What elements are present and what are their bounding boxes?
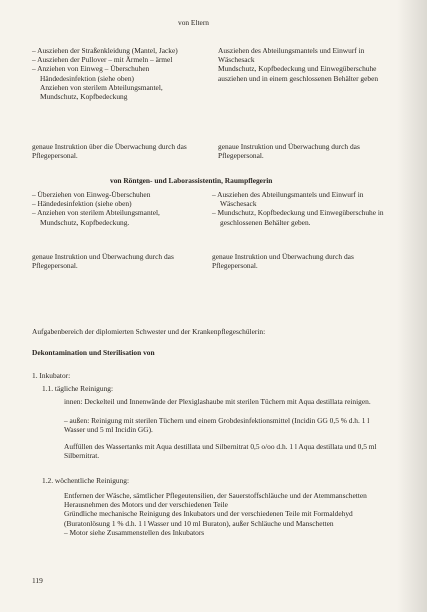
list-item: – Händedesinfektion (siehe oben) (32, 199, 132, 209)
list-item: Gründliche mechanische Reinigung des Inkubators und der verschiedenen Teile mit Formaldehyd (Buratonlösung 1 % d.h. 1 l Wasser und 10 ml Buraton), außer Schläuche und Manschetten (64, 509, 353, 528)
list-item: Anziehen von sterilem Abteilungsmantel, Mundschutz, Kopfbedeckung (40, 82, 163, 102)
list-item: – Ausziehen der Straßenkleidung (Mantel, Jacke) (32, 46, 178, 55)
mid-left-column (32, 190, 200, 227)
mid-right-column (212, 190, 386, 227)
list-item: Herausnehmen des Motors und der verschiedenen Teile (64, 500, 228, 510)
daily-fill-tank: Auffüllen des Wassertanks mit Aqua destillata und Silbernitrat 0,5 o/oo d.h. 1 l Aqua destillata und 0,5 ml Silbernitrat. (64, 442, 377, 461)
list-item: – Anziehen von Einweg – Überschuhen Händedesinfektion (siehe oben) (32, 64, 150, 83)
page-number: 119 (32, 576, 43, 585)
top-left-column (32, 46, 192, 101)
list-item: – Motor siehe Zusammenstellen des Inkubators (64, 527, 205, 537)
instruction-right-2: genaue Instruktion und Überwachung durch das Pflegepersonal. (212, 252, 354, 271)
page-edge-shadow (397, 0, 427, 612)
instruction-left-1: genaue Instruktion über die Überwachung durch das Pflegepersonal. (32, 142, 187, 161)
list-item: Ausziehen des Abteilungsmantels und Einwurf in Wäschesack (218, 46, 365, 65)
weekly-cleaning-heading: 1.2. wöchentliche Reinigung: (42, 476, 130, 485)
instruction-left-2: genaue Instruktion und Überwachung durch das Pflegepersonal. (32, 252, 174, 271)
daily-inside: innen: Deckelteil und Innenwände der Plexiglashaube mit sterilen Tüchern mit Aqua destillata reinigen. (64, 397, 371, 406)
list-item: – Mundschutz, Kopfbedeckung und Einwegüberschuhe in geschlossenen Behälter geben. (212, 208, 384, 227)
incubator-heading: 1. Inkubator: (32, 371, 71, 380)
list-item: Entfernen der Wäsche, sämtlicher Pflegeutensilien, der Sauerstoffschläuche und der Atemmanschetten (64, 491, 367, 500)
list-item: – Ausziehen des Abteilungsmantels und Einwurf in Wäschesack (212, 190, 364, 209)
header-line: von Eltern (178, 18, 209, 27)
instruction-right-1: genaue Instruktion und Überwachung durch das Pflegepersonal. (218, 142, 360, 161)
daily-outside: – außen: Reinigung mit sterilen Tüchern und einem Grobdesinfektionsmittel (Incidin GG 0,5 % d.h. 1 l Wasser und 5 ml Incidin GG). (64, 416, 370, 435)
top-right-column (218, 46, 386, 83)
weekly-steps (64, 491, 386, 537)
list-item: – Anziehen von sterilem Abteilungsmantel, Mundschutz, Kopfbedeckung. (32, 208, 160, 227)
list-item: Mundschutz, Kopfbedeckung und Einwegüberschuhe ausziehen und in einem geschlossenen Behälter geben (218, 64, 379, 83)
decontamination-heading: Dekontamination und Sterilisation von (32, 348, 155, 357)
list-item: – Ausziehen der Pullover – mit Ärmeln – ärmel (32, 55, 173, 65)
daily-cleaning-heading: 1.1. tägliche Reinigung: (42, 384, 114, 393)
section-title: von Röntgen- und Laborassistentin, Raumpflegerin (110, 176, 273, 185)
scope-heading: Aufgabenbereich der diplomierten Schwester und der Krankenpflegeschülerin: (32, 327, 266, 336)
list-item: – Überziehen von Einweg-Überschuhen (32, 190, 151, 199)
